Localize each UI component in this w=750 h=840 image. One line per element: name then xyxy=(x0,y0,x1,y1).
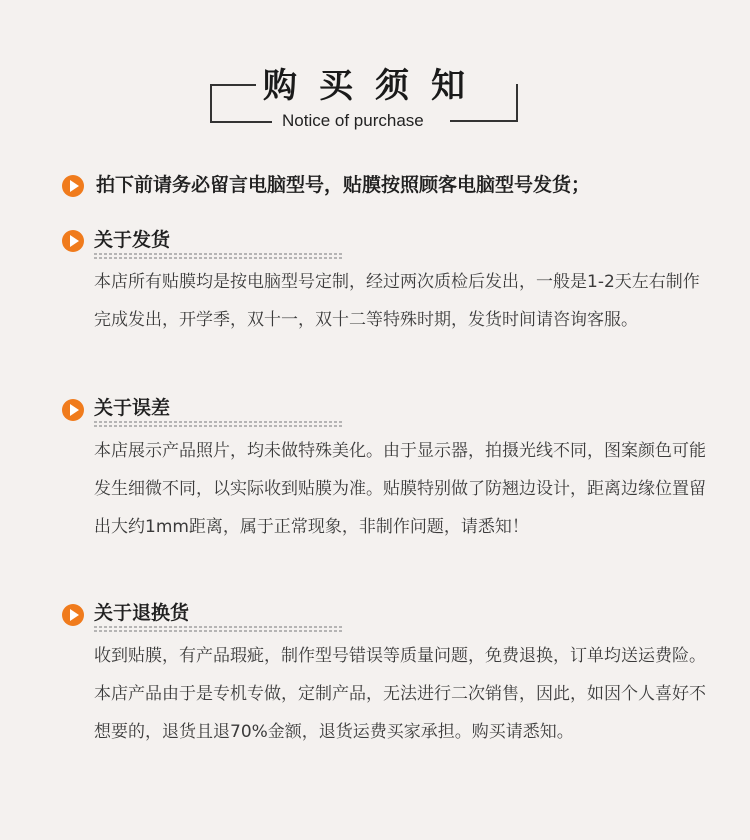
header-underline xyxy=(210,121,272,123)
notice-text: 拍下前请务必留言电脑型号，贴膜按照顾客电脑型号发货； xyxy=(96,174,591,196)
page-subtitle: Notice of purchase xyxy=(282,111,424,130)
decorative-lines xyxy=(94,626,344,636)
page-header xyxy=(210,66,518,130)
play-circle-icon xyxy=(62,399,84,421)
decorative-lines xyxy=(94,253,344,263)
play-circle-icon xyxy=(62,604,84,626)
section-body-shipping: 本店所有贴膜均是按电脑型号定制，经过两次质检后发出，一般是1-2天左右制作完成发出，开学季，双十一，双十二等特殊时期，发货时间请咨询客服。 xyxy=(94,272,700,330)
section-title-returns: 关于退换货 xyxy=(94,602,190,624)
section-body-error: 本店展示产品照片，均未做特殊美化。由于显示器，拍摄光线不同，图案颜色可能发生细微不同，以实际收到贴膜为准。贴膜特别做了防翘边设计，距离边缘位置留出大约1mm距离，属于正常现象，非制作问题，请悉知！ xyxy=(94,441,706,537)
section-title-shipping: 关于发货 xyxy=(94,229,171,251)
section-title-error: 关于误差 xyxy=(94,397,171,419)
play-circle-icon xyxy=(62,230,84,252)
section-body-returns: 收到贴膜，有产品瑕疵，制作型号错误等质量问题，免费退换，订单均送运费险。本店产品由于是专机专做，定制产品，无法进行二次销售，因此，如因个人喜好不想要的，退货且退70%金额，退货运费买家承担。购买请悉知。 xyxy=(94,646,706,742)
decorative-lines xyxy=(94,421,344,431)
play-circle-icon xyxy=(62,175,84,197)
page-title: 购买须知 xyxy=(263,66,487,106)
